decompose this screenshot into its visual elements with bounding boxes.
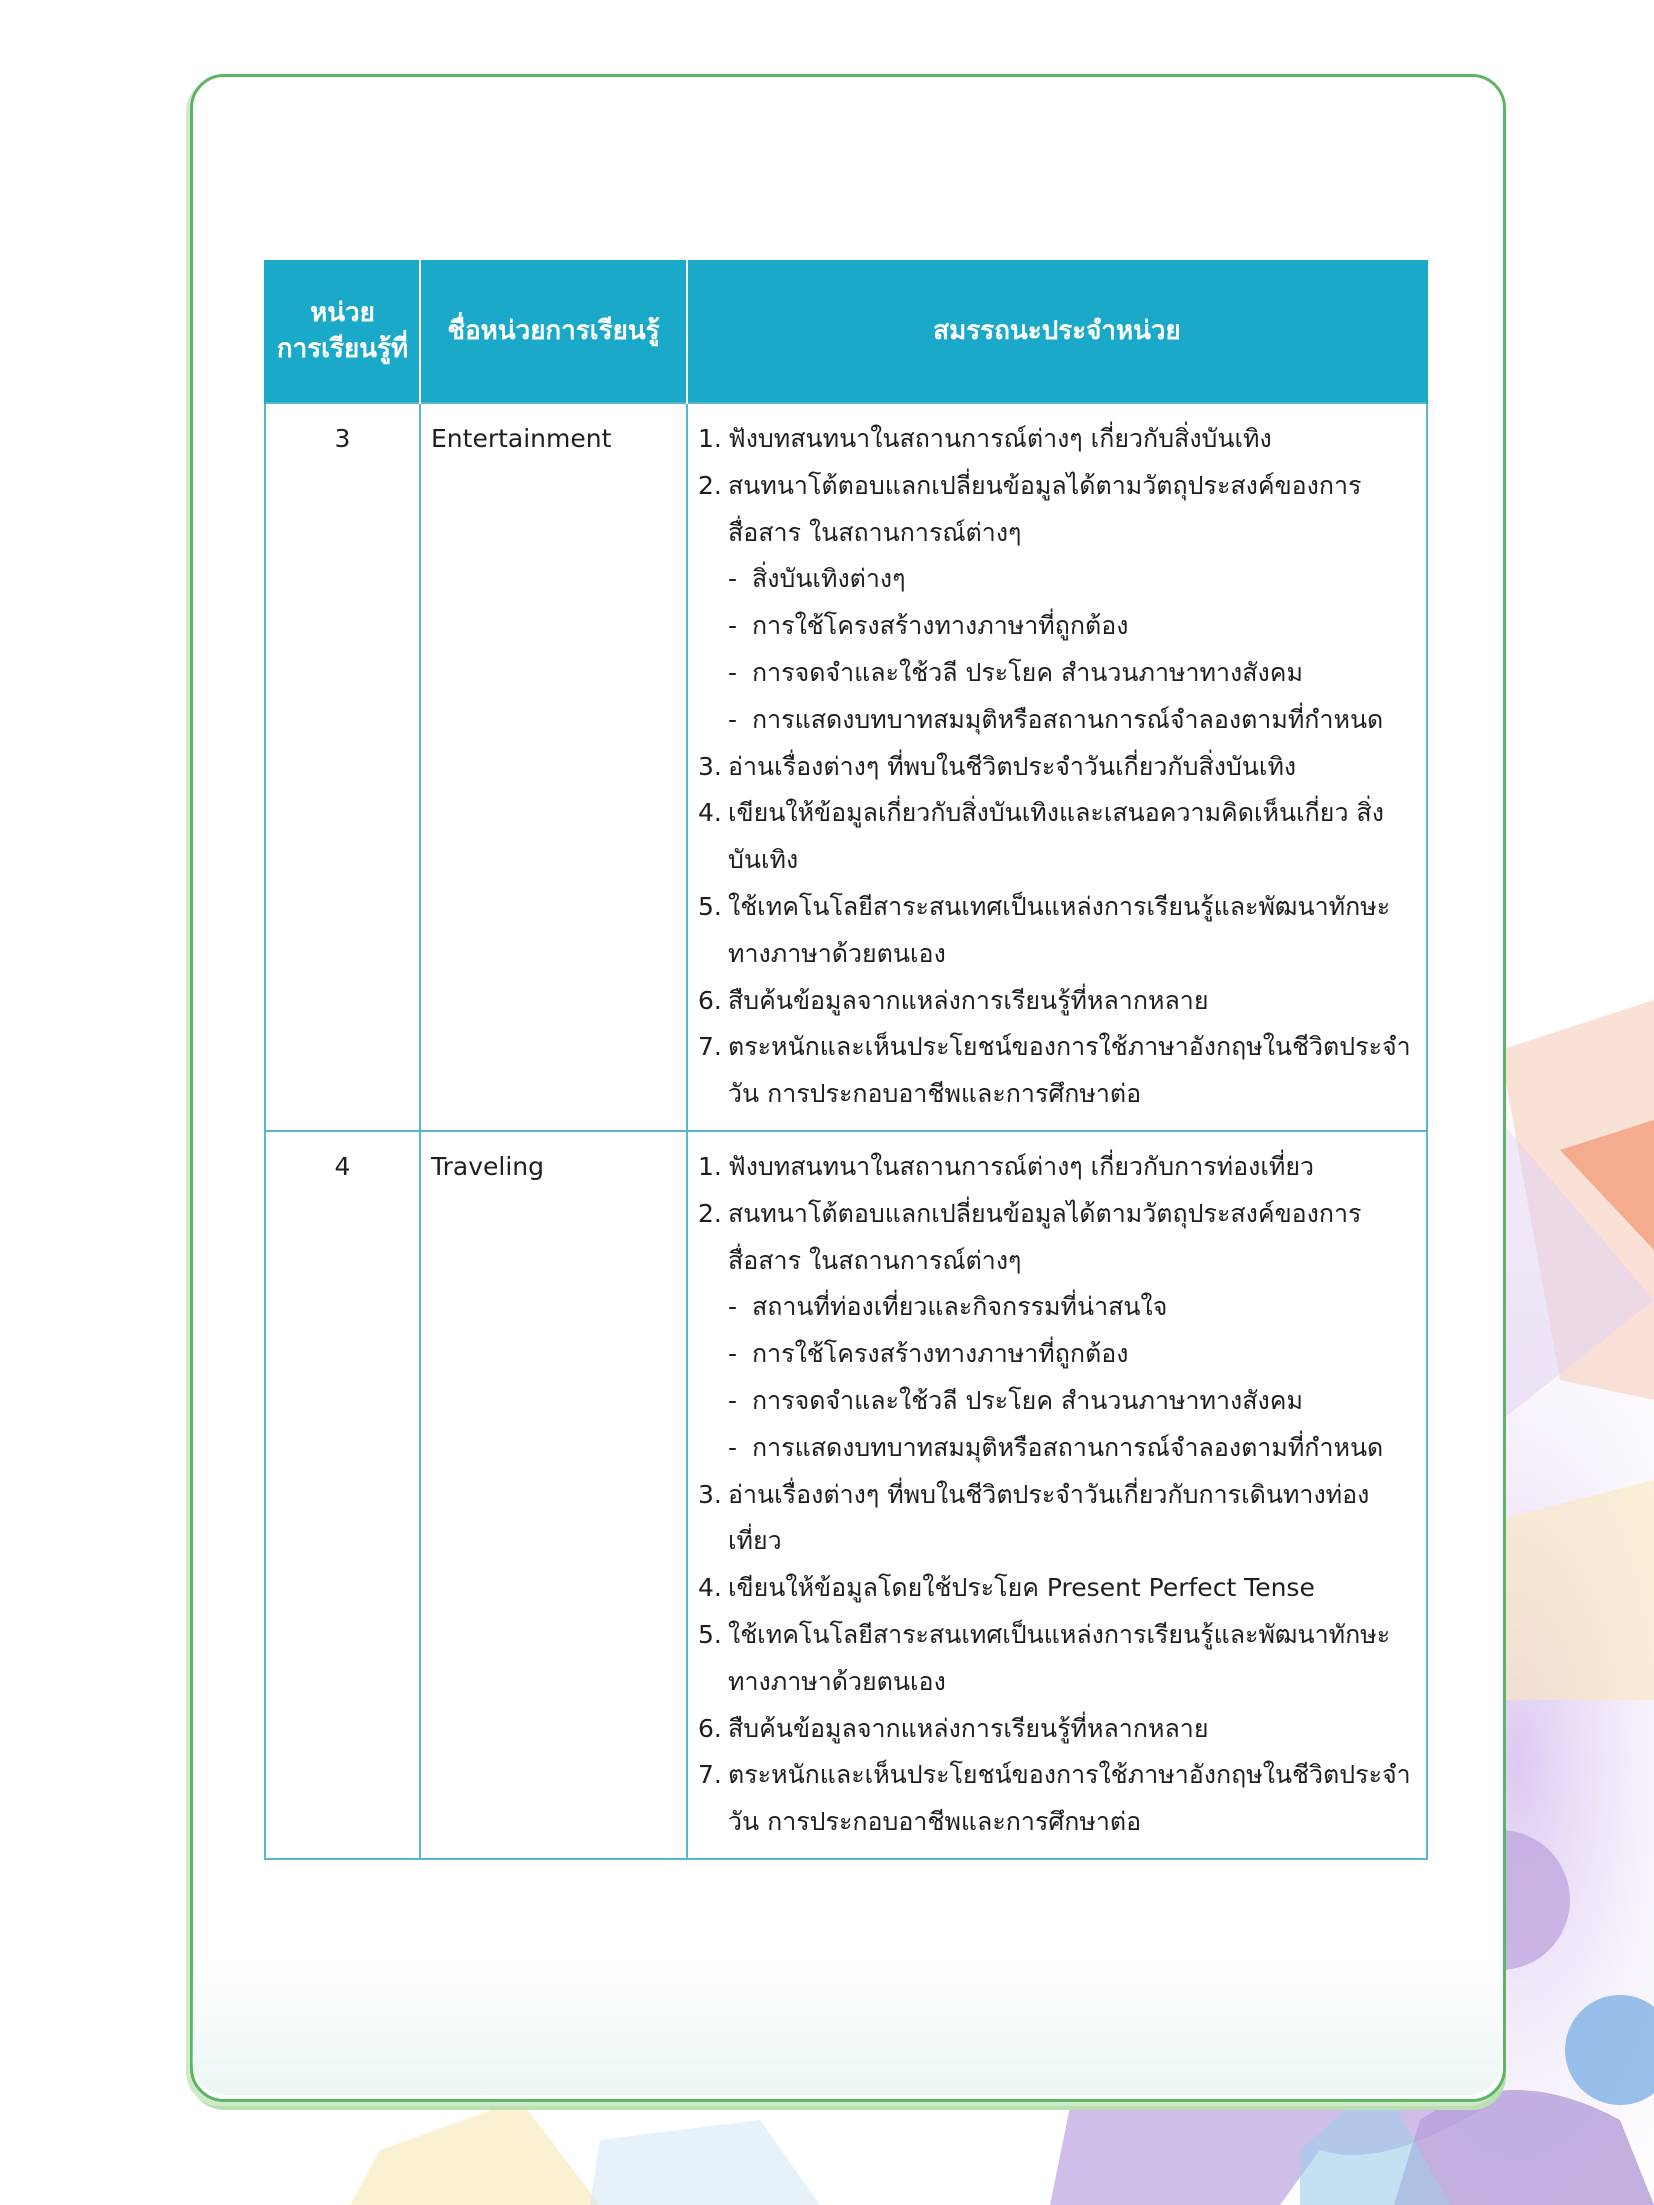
competency-item: [698, 1565, 1416, 1612]
unit-number-cell: 3: [265, 403, 420, 1131]
header-unit-number: [265, 260, 420, 403]
unit-name-cell: Entertainment: [420, 403, 687, 1131]
competency-item-text: เขียนให้ข้อมูลเกี่ยวกับสิ่งบันเทิงและเสนอความคิดเห็นเกี่ยว สิ่งบันเทิง: [728, 798, 1384, 875]
competency-sub-item: [698, 1331, 1416, 1378]
header-competency: สมรรถนะประจำหน่วย: [687, 260, 1427, 403]
competency-item-text: ใช้เทคโนโลยีสาระสนเทศเป็นแหล่งการเรียนรู้และพัฒนาทักษะ ทางภาษาด้วยตนเอง: [728, 1619, 1391, 1696]
competency-item-text: เขียนให้ข้อมูลโดยใช้ประโยค Present Perfect Tense: [728, 1573, 1315, 1603]
table-header-row: [265, 260, 1427, 403]
competency-sub-item-text: การแสดงบทบาทสมมุติหรือสถานการณ์จำลองตามที่กำหนด: [752, 1432, 1384, 1462]
competency-item-number: 2.: [698, 1198, 722, 1228]
header-unit-name: ชื่อหน่วยการเรียนรู้: [420, 260, 687, 403]
dash-bullet-icon: -: [728, 657, 738, 687]
competency-sub-item: [698, 1284, 1416, 1331]
competency-item-number: 7.: [698, 1760, 722, 1790]
dash-bullet-icon: -: [728, 1432, 738, 1462]
header-unit-number-line1: หน่วย: [310, 298, 375, 328]
competency-item-number: 5.: [698, 1619, 722, 1649]
unit-number-cell: 4: [265, 1131, 420, 1859]
competency-cell: [687, 403, 1427, 1131]
competency-item-number: 3.: [698, 751, 722, 781]
competency-sub-item-text: การจดจำและใช้วลี ประโยค สำนวนภาษาทางสังคม: [752, 1385, 1303, 1415]
competency-sub-item-text: การจดจำและใช้วลี ประโยค สำนวนภาษาทางสังคม: [752, 657, 1303, 687]
competency-item-number: 2.: [698, 470, 722, 500]
competency-item-text: สืบค้นข้อมูลจากแหล่งการเรียนรู้ที่หลากหลาย: [728, 985, 1209, 1015]
competency-item: [698, 1191, 1416, 1285]
dash-bullet-icon: -: [728, 1292, 738, 1322]
competency-item: [698, 416, 1416, 463]
competency-sub-item-text: การใช้โครงสร้างทางภาษาที่ถูกต้อง: [752, 1339, 1129, 1369]
competency-item-number: 1.: [698, 424, 722, 453]
competency-item-text: ตระหนักและเห็นประโยชน์ของการใช้ภาษาอังกฤษในชีวิตประจำวัน การประกอบอาชีพและการศึกษาต่อ: [728, 1032, 1411, 1109]
dash-bullet-icon: -: [728, 611, 738, 641]
competency-item: [698, 1752, 1416, 1846]
competency-sub-item: [698, 650, 1416, 697]
competency-item: [698, 1024, 1416, 1118]
competency-item: [698, 978, 1416, 1025]
competency-item: [698, 744, 1416, 791]
competency-item: [698, 1612, 1416, 1706]
competency-item-number: 3.: [698, 1479, 722, 1509]
competency-cell: [687, 1131, 1427, 1859]
competency-sub-item: [698, 603, 1416, 650]
frame-bottom-shade: [192, 1960, 1502, 2095]
competency-item-text: ฟังบทสนทนาในสถานการณ์ต่างๆ เกี่ยวกับสิ่งบันเทิง: [728, 424, 1272, 453]
table-row: [265, 403, 1427, 1131]
competency-item-text: ใช้เทคโนโลยีสาระสนเทศเป็นแหล่งการเรียนรู้และพัฒนาทักษะ ทางภาษาด้วยตนเอง: [728, 891, 1391, 968]
competency-sub-item: [698, 1378, 1416, 1425]
competency-sub-item-text: สถานที่ท่องเที่ยวและกิจกรรมที่น่าสนใจ: [752, 1292, 1168, 1322]
competency-item: [698, 1144, 1416, 1191]
dash-bullet-icon: -: [728, 1385, 738, 1415]
competency-sub-item-text: การแสดงบทบาทสมมุติหรือสถานการณ์จำลองตามที่กำหนด: [752, 704, 1384, 734]
competency-item-number: 6.: [698, 985, 722, 1015]
competency-item-text: อ่านเรื่องต่างๆ ที่พบในชีวิตประจำวันเกี่ยวกับสิ่งบันเทิง: [728, 751, 1297, 781]
competency-item-number: 1.: [698, 1151, 722, 1181]
dash-bullet-icon: -: [728, 564, 738, 594]
header-unit-number-line2: การเรียนรู้ที่: [276, 334, 409, 364]
competency-item-number: 4.: [698, 1573, 722, 1603]
competency-table: [264, 260, 1428, 1860]
competency-item-text: อ่านเรื่องต่างๆ ที่พบในชีวิตประจำวันเกี่ยวกับการเดินทางท่องเที่ยว: [728, 1479, 1370, 1556]
unit-name-cell: Traveling: [420, 1131, 687, 1859]
competency-item-text: ฟังบทสนทนาในสถานการณ์ต่างๆ เกี่ยวกับการท่องเที่ยว: [728, 1151, 1315, 1181]
competency-item-text: สนทนาโต้ตอบแลกเปลี่ยนข้อมูลได้ตามวัตถุประสงค์ของการสื่อสาร ในสถานการณ์ต่างๆ: [728, 1198, 1362, 1275]
competency-item: [698, 463, 1416, 557]
competency-table-container: [264, 260, 1426, 1860]
competency-sub-item: [698, 556, 1416, 603]
competency-item-number: 4.: [698, 798, 722, 828]
competency-item: [698, 790, 1416, 884]
table-row: [265, 1131, 1427, 1859]
dash-bullet-icon: -: [728, 704, 738, 734]
competency-item: [698, 884, 1416, 978]
dash-bullet-icon: -: [728, 1339, 738, 1369]
competency-item-text: สนทนาโต้ตอบแลกเปลี่ยนข้อมูลได้ตามวัตถุประสงค์ของการสื่อสาร ในสถานการณ์ต่างๆ: [728, 470, 1362, 547]
competency-sub-item: [698, 1425, 1416, 1472]
competency-item: [698, 1472, 1416, 1566]
competency-item-number: 6.: [698, 1713, 722, 1743]
competency-sub-item-text: สิ่งบันเทิงต่างๆ: [752, 564, 906, 594]
competency-item-number: 7.: [698, 1032, 722, 1062]
competency-item-text: สืบค้นข้อมูลจากแหล่งการเรียนรู้ที่หลากหลาย: [728, 1713, 1209, 1743]
competency-sub-item: [698, 697, 1416, 744]
competency-item-number: 5.: [698, 891, 722, 921]
competency-item: [698, 1706, 1416, 1753]
competency-item-text: ตระหนักและเห็นประโยชน์ของการใช้ภาษาอังกฤษในชีวิตประจำวัน การประกอบอาชีพและการศึกษาต่อ: [728, 1760, 1411, 1837]
competency-sub-item-text: การใช้โครงสร้างทางภาษาที่ถูกต้อง: [752, 611, 1129, 641]
